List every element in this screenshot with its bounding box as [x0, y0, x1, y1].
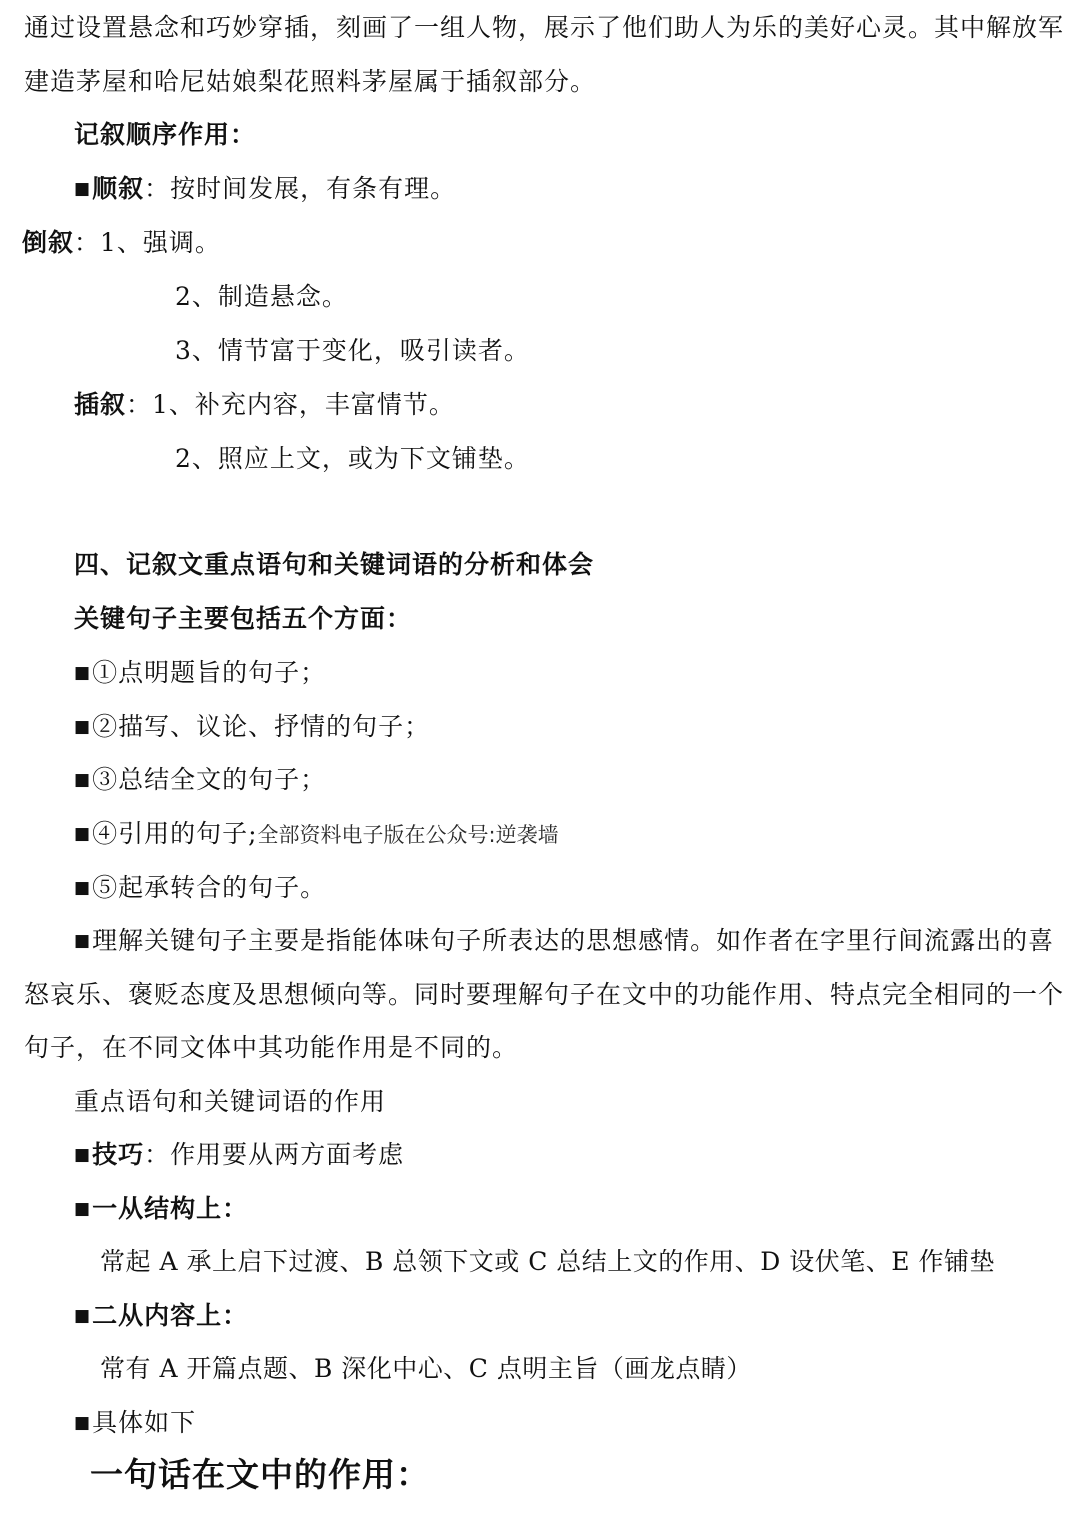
tip-label: 技巧: [92, 1140, 145, 1169]
understanding-line-1: ■理解关键句子主要是指能体味句子所表达的思想感情。如作者在字里行间流露出的喜: [74, 926, 1055, 955]
section4-subtitle: 关键句子主要包括五个方面：: [74, 604, 413, 633]
bullet-square-icon: ■: [74, 717, 92, 737]
daoxu-item-1: ：1、强调。: [74, 228, 221, 257]
shunxu-label: 顺叙: [92, 174, 145, 203]
section4-title: 四、记叙文重点语句和关键词语的分析和体会: [74, 550, 595, 579]
bullet-square-icon: ■: [74, 663, 92, 683]
bullet-square-icon: ■: [74, 1199, 92, 1219]
daoxu-item-3: 3、情节富于变化，吸引读者。: [175, 336, 530, 365]
bullet-square-icon: ■: [74, 1413, 92, 1433]
chaxu-line-1: [74, 389, 455, 421]
bullet-square-icon: ■: [74, 770, 92, 790]
daoxu-line-1: [22, 227, 221, 259]
chaxu-item-1: ：1、补充内容，丰富情节。: [126, 390, 455, 419]
daoxu-item-2: 2、制造悬念。: [175, 282, 348, 311]
bullet-square-icon: ■: [74, 1306, 92, 1326]
content-text: 常有 A 开篇点题、B 深化中心、C 点明主旨（画龙点睛）: [100, 1354, 752, 1383]
list-item: ■②描写、议论、抒情的句子；: [74, 712, 431, 741]
understanding-line-3: 句子，在不同文体中其功能作用是不同的。: [24, 1033, 519, 1062]
chaxu-item-2: 2、照应上文，或为下文铺垫。: [175, 444, 530, 473]
intro-line-1: 通过设置悬念和巧妙穿插，刻画了一组人物，展示了他们助人为乐的美好心灵。其中解放军: [24, 13, 1065, 42]
structure-heading: ■一从结构上：: [74, 1194, 249, 1223]
narrative-order-title: 记叙顺序作用：: [74, 120, 257, 149]
understanding-line-2: 怒哀乐、褒贬态度及思想倾向等。同时要理解句子在文中的功能作用、特点完全相同的一个: [24, 980, 1065, 1009]
final-heading: 一句话在文中的作用：: [90, 1455, 430, 1494]
list-item: ■④引用的句子;全部资料电子版在公众号:逆袭墙: [74, 819, 559, 848]
bullet-square-icon: ■: [74, 878, 92, 898]
shunxu-line: [74, 173, 456, 205]
intro-line-2: 建造茅屋和哈尼姑娘梨花照料茅屋属于插叙部分。: [24, 67, 597, 96]
role-title: 重点语句和关键词语的作用: [74, 1087, 387, 1116]
bullet-square-icon: ■: [74, 1145, 92, 1165]
list-item: ■⑤起承转合的句子。: [74, 873, 327, 902]
tip-line: [74, 1139, 404, 1171]
chaxu-label: 插叙: [74, 390, 127, 419]
daoxu-label: 倒叙: [22, 228, 75, 257]
tip-text: ：作用要从两方面考虑: [144, 1140, 405, 1169]
bullet-square-icon: ■: [74, 179, 92, 199]
shunxu-text: ：按时间发展，有条有理。: [144, 174, 457, 203]
structure-text: 常起 A 承上启下过渡、B 总领下文或 C 总结上文的作用、D 设伏笔、E 作铺垫: [100, 1247, 995, 1276]
bullet-square-icon: ■: [74, 824, 92, 844]
list-item: ■①点明题旨的句子；: [74, 658, 327, 687]
content-heading: ■二从内容上：: [74, 1301, 249, 1330]
list-item: ■③总结全文的句子；: [74, 765, 327, 794]
details-line: ■具体如下: [74, 1408, 197, 1437]
watermark-text: 全部资料电子版在公众号:逆袭墙: [257, 823, 559, 847]
bullet-square-icon: ■: [74, 931, 92, 951]
